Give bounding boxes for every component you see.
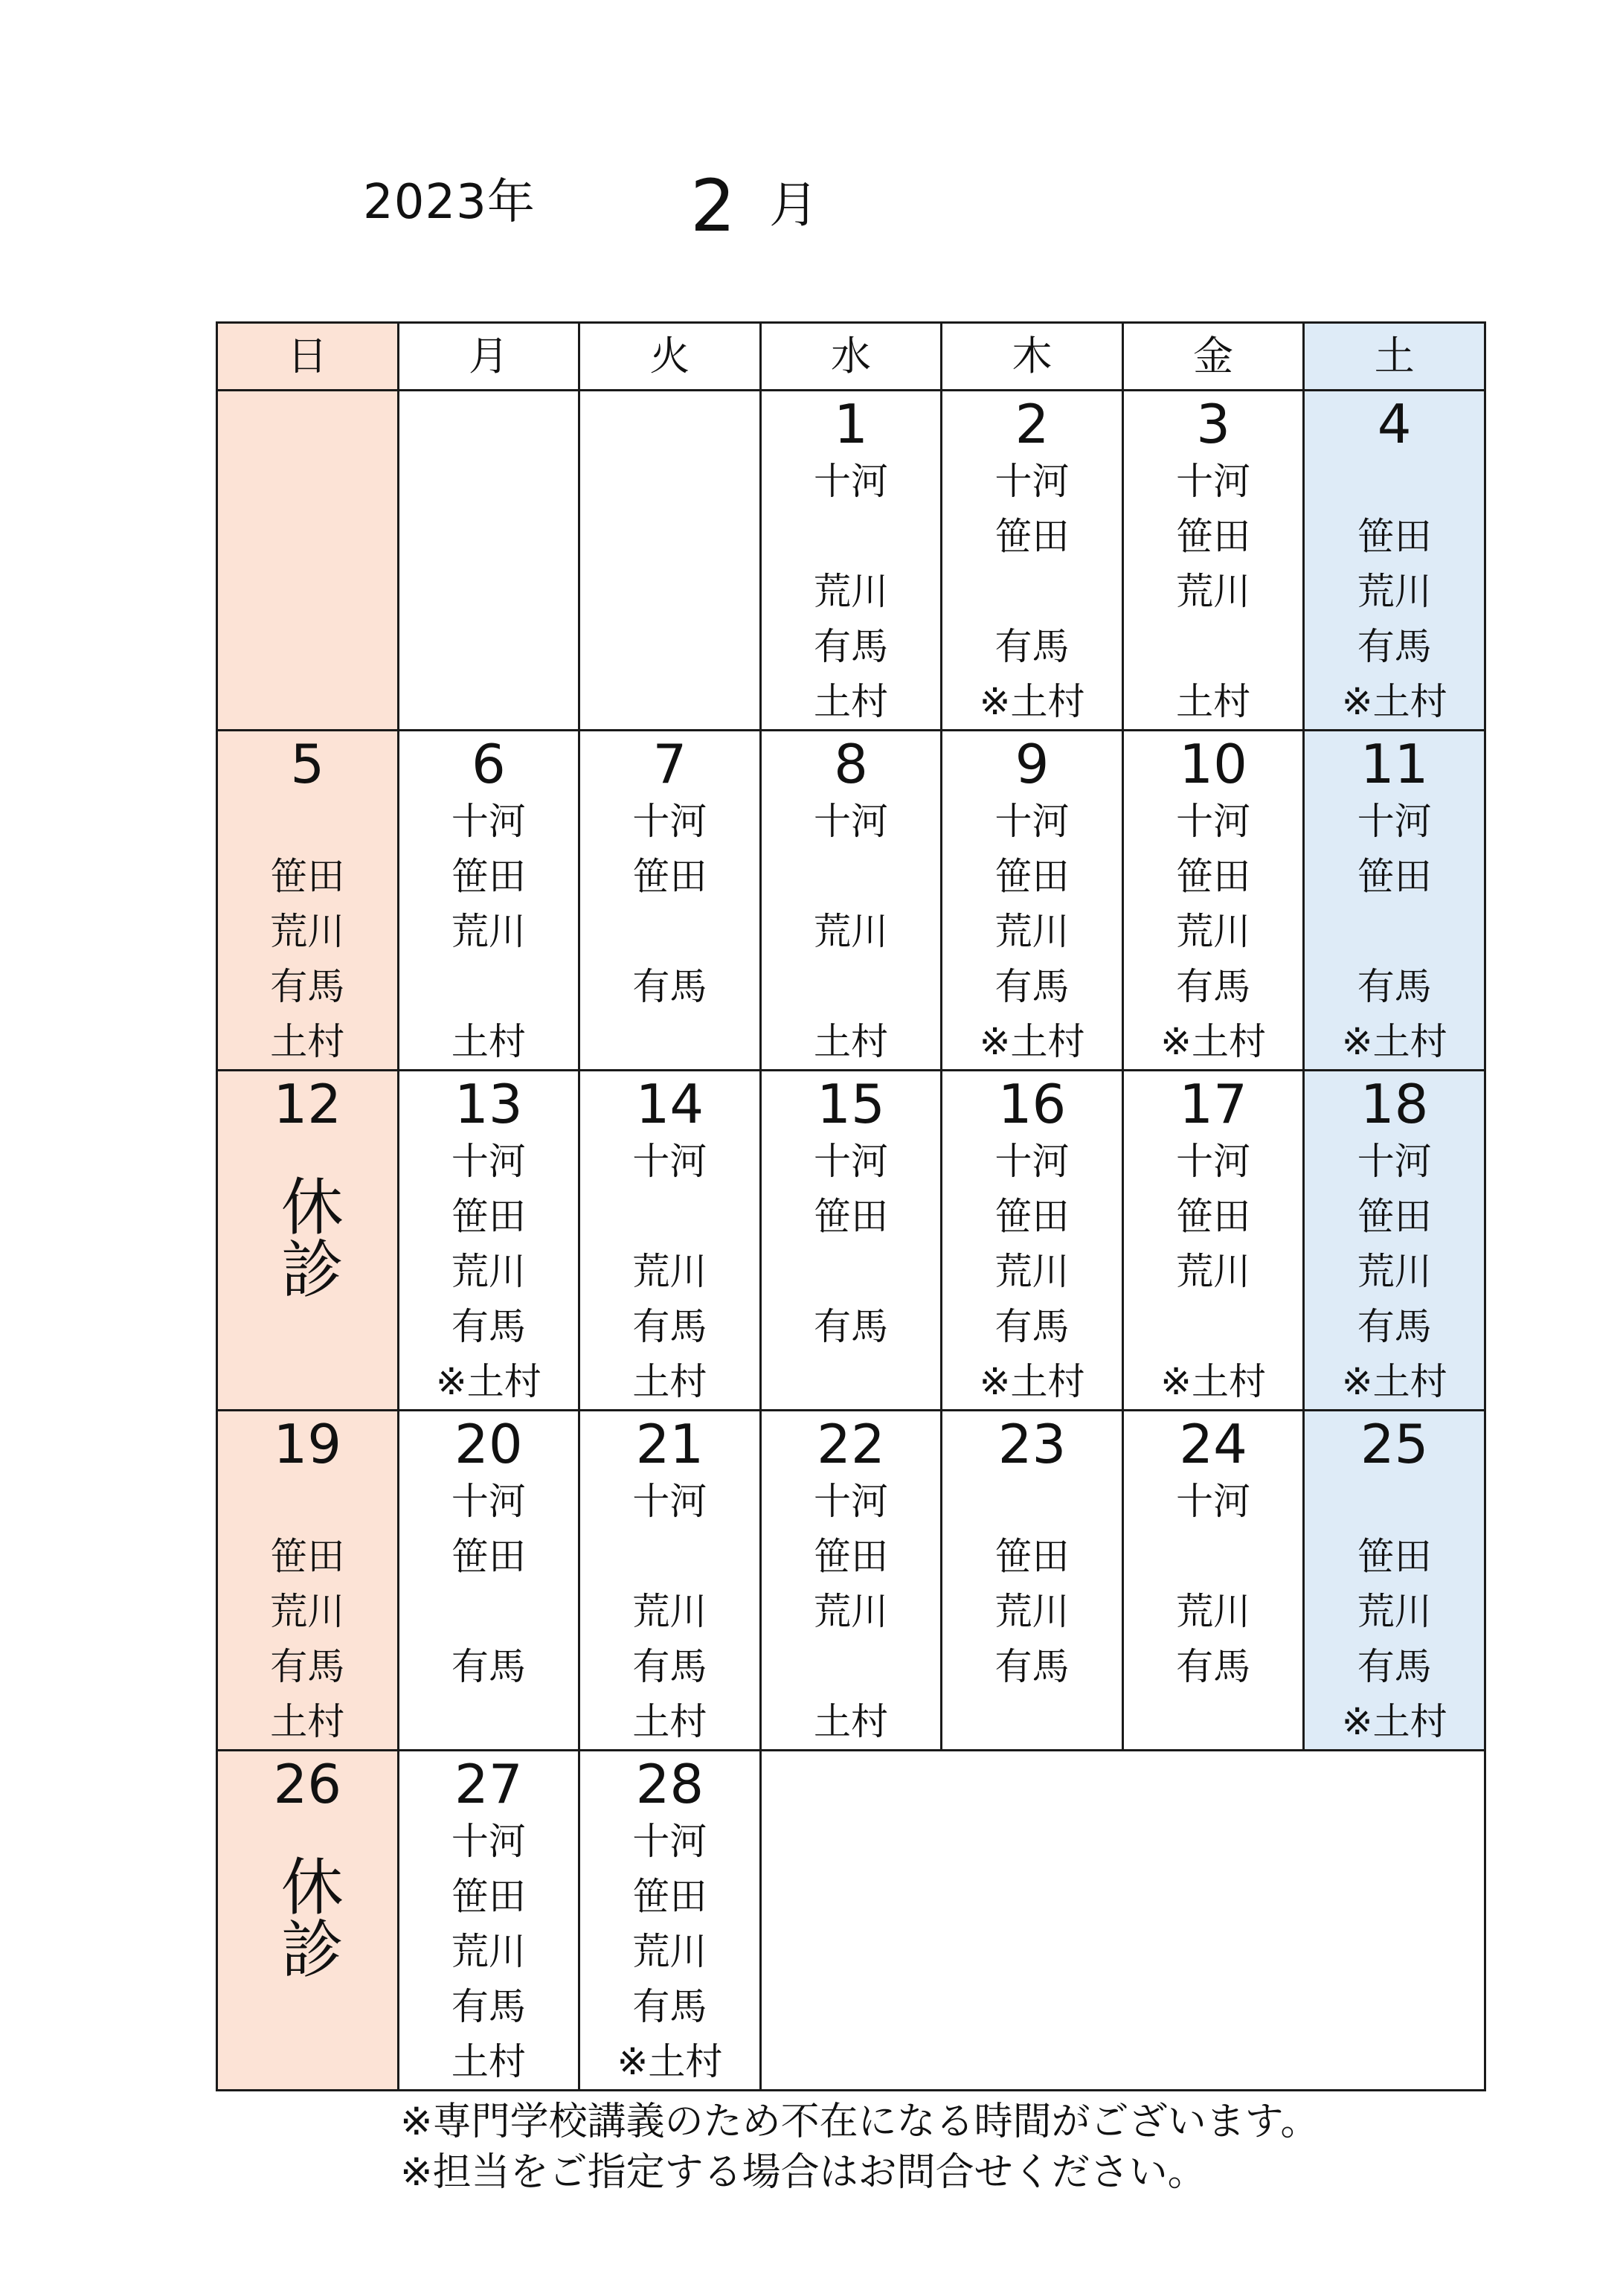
staff-name: 有馬 <box>994 1305 1070 1348</box>
weekday-header-wed: 水 <box>760 323 942 391</box>
staff-name <box>580 1529 759 1584</box>
staff-name <box>218 794 397 849</box>
day-number: 16 <box>997 1073 1067 1135</box>
staff-name: 有馬 <box>994 625 1070 668</box>
staff-name: ※土村 <box>435 1360 541 1403</box>
staff-name: 土村 <box>632 1360 707 1403</box>
staff-name: 十河 <box>813 1480 888 1523</box>
day-number: 24 <box>1179 1413 1247 1475</box>
calendar-day-cell <box>579 1071 761 1411</box>
staff-name: 土村 <box>1176 680 1251 723</box>
day-number <box>399 394 579 454</box>
staff-name <box>580 674 759 729</box>
staff-name: 笹田 <box>632 1875 707 1918</box>
staff-name: 有馬 <box>632 1305 707 1348</box>
day-number: 3 <box>1196 393 1230 455</box>
staff-name: 土村 <box>813 680 888 723</box>
staff-name: 土村 <box>451 2040 526 2083</box>
staff-name <box>1124 1694 1303 1749</box>
staff-name <box>580 1189 759 1244</box>
staff-name: 荒川 <box>1176 910 1251 953</box>
staff-name <box>762 1639 941 1694</box>
day-number: 4 <box>1377 393 1412 455</box>
staff-name <box>399 959 579 1014</box>
staff-name: 笹田 <box>1357 1195 1432 1238</box>
staff-name: 有馬 <box>994 1645 1070 1688</box>
weekday-header-fri: 金 <box>1122 323 1304 391</box>
weekday-header-tue: 火 <box>579 323 761 391</box>
staff-name: 有馬 <box>270 1645 345 1688</box>
staff-name <box>1305 1474 1484 1529</box>
calendar-day-cell <box>217 1751 399 2091</box>
staff-name: 十河 <box>813 460 888 503</box>
staff-name: 土村 <box>270 1020 345 1063</box>
staff-name: ※土村 <box>979 1020 1085 1063</box>
staff-name: 荒川 <box>1357 1590 1432 1633</box>
staff-name <box>1124 619 1303 674</box>
calendar-month-label: 月 <box>769 176 818 234</box>
staff-name <box>580 564 759 619</box>
staff-name <box>399 674 579 729</box>
staff-name: 笹田 <box>994 515 1070 558</box>
calendar-day-cell <box>1304 1411 1485 1751</box>
staff-name <box>580 1014 759 1069</box>
staff-name <box>1124 1299 1303 1354</box>
day-number: 20 <box>454 1413 523 1475</box>
staff-name: 荒川 <box>1176 570 1251 613</box>
staff-name: 土村 <box>451 1020 526 1063</box>
staff-name: 荒川 <box>813 1590 888 1633</box>
day-number: 22 <box>817 1413 885 1475</box>
staff-name: 十河 <box>1176 1140 1251 1183</box>
staff-name: 土村 <box>270 1700 345 1743</box>
staff-name: 十河 <box>813 800 888 843</box>
staff-name: 土村 <box>813 1700 888 1743</box>
staff-name: 有馬 <box>632 1645 707 1688</box>
staff-name <box>218 674 397 729</box>
day-number: 28 <box>635 1753 704 1815</box>
staff-name <box>942 564 1122 619</box>
day-number: 6 <box>471 733 506 795</box>
staff-name: 荒川 <box>632 1250 707 1293</box>
staff-name <box>580 904 759 959</box>
staff-name: 笹田 <box>451 1535 526 1578</box>
staff-name: 笹田 <box>813 1535 888 1578</box>
staff-name: 土村 <box>632 1700 707 1743</box>
calendar-day-cell <box>1122 391 1304 731</box>
staff-name <box>762 1244 941 1299</box>
staff-name: 笹田 <box>994 1195 1070 1238</box>
calendar-day-cell <box>1122 731 1304 1071</box>
staff-name <box>218 564 397 619</box>
staff-name <box>580 454 759 509</box>
calendar-day-cell <box>942 1411 1123 1751</box>
day-number: 7 <box>652 733 687 795</box>
day-number: 21 <box>635 1413 704 1475</box>
staff-name: 荒川 <box>1176 1590 1251 1633</box>
staff-name: 笹田 <box>451 855 526 898</box>
day-number: 23 <box>997 1413 1067 1475</box>
staff-name: ※土村 <box>1160 1360 1267 1403</box>
staff-name <box>762 1354 941 1409</box>
staff-name: 笹田 <box>1357 515 1432 558</box>
schedule-calendar <box>216 321 1486 2091</box>
day-number <box>218 394 397 454</box>
staff-name: 十河 <box>632 1140 707 1183</box>
calendar-day-cell <box>1304 731 1485 1071</box>
staff-name: ※土村 <box>979 680 1085 723</box>
calendar-day-cell <box>398 731 579 1071</box>
calendar-day-cell <box>760 1071 942 1411</box>
calendar-day-cell <box>1122 1071 1304 1411</box>
staff-name: 笹田 <box>994 1535 1070 1578</box>
weekday-header-row <box>217 323 1485 391</box>
staff-name: 有馬 <box>1357 965 1432 1008</box>
staff-name: ※土村 <box>979 1360 1085 1403</box>
staff-name <box>762 849 941 904</box>
staff-name: 荒川 <box>451 910 526 953</box>
staff-name: 有馬 <box>1176 965 1251 1008</box>
staff-name: 十河 <box>813 1140 888 1183</box>
empty-trailing-cell <box>760 1751 1485 2091</box>
staff-name: 十河 <box>451 1820 526 1863</box>
day-number: 17 <box>1179 1073 1247 1135</box>
staff-name: 有馬 <box>1357 1645 1432 1688</box>
calendar-day-cell <box>942 731 1123 1071</box>
day-number: 1 <box>834 393 868 455</box>
staff-name: ※土村 <box>1341 1700 1447 1743</box>
staff-name: 荒川 <box>813 910 888 953</box>
staff-name <box>399 1694 579 1749</box>
staff-name: 有馬 <box>1357 1305 1432 1348</box>
staff-name <box>218 454 397 509</box>
staff-name: 土村 <box>813 1020 888 1063</box>
calendar-year: 2023年 <box>363 175 536 230</box>
staff-name: 笹田 <box>451 1875 526 1918</box>
day-number: 14 <box>635 1073 704 1135</box>
calendar-day-cell <box>760 1411 942 1751</box>
staff-name: 有馬 <box>451 1645 526 1688</box>
staff-name: 十河 <box>1176 460 1251 503</box>
staff-name: 十河 <box>451 1480 526 1523</box>
staff-name: 十河 <box>632 800 707 843</box>
staff-name: 荒川 <box>813 570 888 613</box>
calendar-day-cell <box>1304 391 1485 731</box>
calendar-day-cell <box>398 1411 579 1751</box>
staff-name: 十河 <box>994 1140 1070 1183</box>
staff-name: 笹田 <box>451 1195 526 1238</box>
staff-name <box>399 454 579 509</box>
calendar-week-row <box>217 1751 1485 2091</box>
staff-name: 有馬 <box>451 1305 526 1348</box>
staff-name <box>1305 454 1484 509</box>
day-number: 12 <box>273 1073 342 1135</box>
staff-name <box>942 1694 1122 1749</box>
staff-name: 笹田 <box>632 855 707 898</box>
staff-name: 笹田 <box>270 855 345 898</box>
staff-name: 荒川 <box>994 910 1070 953</box>
staff-name: 笹田 <box>270 1535 345 1578</box>
calendar-day-cell <box>942 1071 1123 1411</box>
staff-name <box>942 1474 1122 1529</box>
day-number: 19 <box>273 1413 342 1475</box>
staff-name <box>1124 1529 1303 1584</box>
calendar-day-cell <box>217 731 399 1071</box>
staff-name: 十河 <box>451 1140 526 1183</box>
day-number: 18 <box>1360 1073 1429 1135</box>
staff-name: ※土村 <box>1341 1020 1447 1063</box>
calendar-day-cell <box>398 1071 579 1411</box>
staff-name: 荒川 <box>994 1590 1070 1633</box>
footnote-absence: ※専門学校講義のため不在になる時間がございます。 <box>400 2100 1320 2144</box>
staff-name <box>762 959 941 1014</box>
staff-name: 十河 <box>1176 1480 1251 1523</box>
staff-name: 笹田 <box>813 1195 888 1238</box>
calendar-day-cell <box>760 391 942 731</box>
calendar-week-row <box>217 1411 1485 1751</box>
calendar-week-row <box>217 731 1485 1071</box>
staff-name <box>399 509 579 564</box>
staff-name: 荒川 <box>1176 1250 1251 1293</box>
closed-label: 休診 <box>271 1174 344 1299</box>
staff-name: 笹田 <box>994 855 1070 898</box>
staff-name: 有馬 <box>813 1305 888 1348</box>
calendar-day-cell <box>398 1751 579 2091</box>
footnotes <box>400 2097 1319 2198</box>
calendar-day-cell <box>579 731 761 1071</box>
calendar-day-cell <box>217 1071 399 1411</box>
staff-name: 笹田 <box>1176 515 1251 558</box>
staff-name <box>218 619 397 674</box>
calendar-day-cell <box>217 391 399 731</box>
day-number: 26 <box>273 1753 342 1815</box>
staff-name: 荒川 <box>270 1590 345 1633</box>
staff-name: 十河 <box>632 1820 707 1863</box>
staff-name <box>399 1584 579 1639</box>
staff-name <box>580 509 759 564</box>
staff-name: ※土村 <box>1341 1360 1447 1403</box>
day-number: 10 <box>1179 733 1247 795</box>
staff-name: ※土村 <box>1160 1020 1267 1063</box>
calendar-day-cell <box>217 1411 399 1751</box>
day-number: 5 <box>290 733 325 795</box>
day-number: 25 <box>1360 1413 1429 1475</box>
calendar-day-cell <box>398 391 579 731</box>
staff-name: 有馬 <box>813 625 888 668</box>
calendar-day-cell <box>579 1411 761 1751</box>
staff-name: 笹田 <box>1357 1535 1432 1578</box>
staff-name: 荒川 <box>632 1930 707 1973</box>
staff-name: 有馬 <box>632 965 707 1008</box>
staff-name: 笹田 <box>1176 855 1251 898</box>
day-number <box>580 394 759 454</box>
staff-name: ※土村 <box>617 2040 723 2083</box>
calendar-day-cell <box>1304 1071 1485 1411</box>
closed-label: 休診 <box>271 1854 344 1979</box>
staff-name <box>399 619 579 674</box>
staff-name: 荒川 <box>1357 570 1432 613</box>
staff-name: 有馬 <box>632 1985 707 2028</box>
staff-name: 有馬 <box>1176 1645 1251 1688</box>
weekday-header-sun: 日 <box>217 323 399 391</box>
calendar-week-row <box>217 391 1485 731</box>
calendar-day-cell <box>942 391 1123 731</box>
calendar-week-row <box>217 1071 1485 1411</box>
day-number: 8 <box>834 733 868 795</box>
staff-name <box>218 1474 397 1529</box>
staff-name: 十河 <box>994 460 1070 503</box>
staff-name: 有馬 <box>1357 625 1432 668</box>
day-number: 2 <box>1015 393 1050 455</box>
staff-name: 有馬 <box>451 1985 526 2028</box>
staff-name: 荒川 <box>994 1250 1070 1293</box>
staff-name: 荒川 <box>632 1590 707 1633</box>
calendar-day-cell <box>760 731 942 1071</box>
calendar-day-cell <box>579 391 761 731</box>
staff-name: 十河 <box>1357 1140 1432 1183</box>
staff-name <box>580 619 759 674</box>
staff-name: 十河 <box>451 800 526 843</box>
staff-name: ※土村 <box>1341 680 1447 723</box>
staff-name: 荒川 <box>270 910 345 953</box>
staff-name: 十河 <box>1357 800 1432 843</box>
staff-name <box>1305 904 1484 959</box>
day-number: 9 <box>1015 733 1050 795</box>
staff-name: 荒川 <box>1357 1250 1432 1293</box>
weekday-header-sat: 土 <box>1304 323 1485 391</box>
day-number: 15 <box>817 1073 885 1135</box>
weekday-header-mon: 月 <box>398 323 579 391</box>
calendar-day-cell <box>579 1751 761 2091</box>
calendar-month-number: 2 <box>690 164 736 248</box>
calendar-day-cell <box>1122 1411 1304 1751</box>
staff-name: 荒川 <box>451 1250 526 1293</box>
staff-name: 有馬 <box>270 965 345 1008</box>
staff-name: 十河 <box>994 800 1070 843</box>
staff-name <box>399 564 579 619</box>
staff-name: 笹田 <box>1176 1195 1251 1238</box>
weekday-header-thu: 木 <box>942 323 1123 391</box>
staff-name <box>762 509 941 564</box>
staff-name: 荒川 <box>451 1930 526 1973</box>
staff-name <box>218 509 397 564</box>
staff-name: 十河 <box>632 1480 707 1523</box>
footnote-designation: ※担当をご指定する場合はお問合せください。 <box>400 2150 1206 2195</box>
staff-name: 十河 <box>1176 800 1251 843</box>
day-number: 27 <box>454 1753 523 1815</box>
day-number: 13 <box>454 1073 523 1135</box>
staff-name: 有馬 <box>994 965 1070 1008</box>
staff-name: 笹田 <box>1357 855 1432 898</box>
day-number: 11 <box>1360 733 1429 795</box>
